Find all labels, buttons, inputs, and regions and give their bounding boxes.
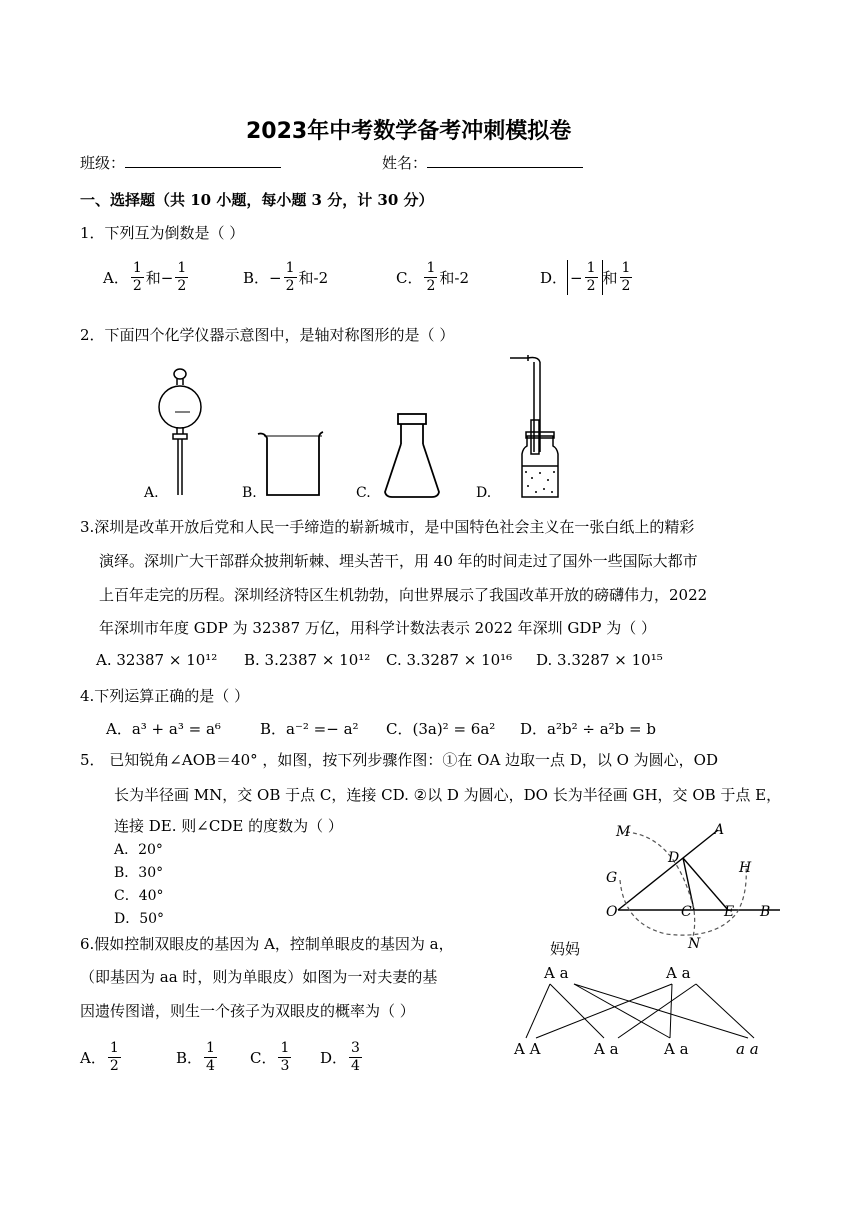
arc-gh (620, 864, 746, 935)
parent2-genes: A a (666, 964, 691, 982)
q1-b-frac (284, 260, 297, 295)
den: 2 (621, 278, 631, 294)
num: 1 (206, 1040, 215, 1056)
q6-option-c (250, 1040, 293, 1075)
q5-option-c: C．40° (114, 888, 164, 904)
q3-option-c: C. 3.3287 × 10¹⁶ (386, 651, 513, 669)
den: 2 (586, 278, 596, 294)
q6-a-label: A． (80, 1049, 106, 1067)
label-e: E (724, 904, 735, 920)
den: 2 (132, 278, 142, 294)
q6-d-frac (349, 1040, 362, 1075)
label-c: C (681, 904, 692, 920)
q1-a-frac1 (131, 260, 144, 295)
q6-a-frac (108, 1040, 121, 1075)
child-3: A a (664, 1040, 689, 1058)
q2-label-b: B. (242, 485, 257, 501)
q4-option-a: A．a³ + a³ = a⁶ (106, 720, 221, 738)
q4-option-b: B．a⁻² =− a² (260, 720, 359, 738)
num: 1 (426, 260, 436, 276)
q6-option-d (320, 1040, 364, 1075)
parent1-genes: A a (544, 964, 569, 982)
q1-c-neg2: -2 (454, 268, 470, 287)
class-blank (125, 166, 281, 168)
class-label: 班级： (80, 154, 126, 172)
num: 1 (280, 1040, 290, 1056)
page-title: 2023年中考数学备考冲刺模拟卷 (246, 119, 572, 144)
q3-line-4: 年深圳市年度 GDP 为 32387 万亿，用科学计数法表示 2022 年深圳 GDP 为（ ） (99, 619, 657, 637)
q2-label-a: A. (144, 485, 159, 501)
q1-option-b (243, 260, 328, 295)
q2-stem: 2．下面四个化学仪器示意图中，是轴对称图形的是（ ） (80, 326, 455, 344)
q5-option-a: A．20° (114, 842, 163, 858)
name-field (382, 152, 583, 173)
q1-a-he: 和 (145, 269, 161, 287)
num: 1 (621, 260, 631, 276)
den: 4 (351, 1058, 360, 1074)
q1-b-minus: − (269, 268, 282, 287)
q1-option-c (396, 260, 469, 295)
q6-c-label: C． (250, 1049, 277, 1067)
q1-d-label: D． (540, 269, 568, 287)
name-label: 姓名： (382, 154, 428, 172)
mom-label: 妈妈 (550, 940, 581, 958)
q6-d-label: D． (320, 1049, 348, 1067)
q3-option-a: A. 32387 × 10¹² (96, 651, 218, 669)
num: 1 (177, 260, 187, 276)
q6-b-label: B． (176, 1049, 203, 1067)
q3-line-2: 演绎。深圳广大干部群众披荆斩棘、埋头苦干，用 40 年的时间走过了国外一些国际大都市 (99, 552, 698, 570)
q5-line-2: 长为半径画 MN，交 OB 于点 C，连接 CD. ②以 D 为圆心，DO 长为半径画 GH，交 OB 于点 E， (114, 786, 782, 804)
label-g: G (606, 870, 618, 886)
q6-option-a (80, 1040, 123, 1075)
label-n: N (688, 936, 701, 952)
segment-de (683, 858, 728, 910)
num: 1 (285, 260, 295, 276)
q3-option-b: B. 3.2387 × 10¹² (244, 651, 371, 669)
q4-stem: 4.下列运算正确的是（ ） (80, 687, 250, 705)
q6-line-1: 6.假如控制双眼皮的基因为 A，控制单眼皮的基因为 a， (80, 935, 454, 953)
q1-d-he: 和 (602, 269, 618, 287)
q1-a-frac2 (175, 260, 188, 295)
q1-d-absolute (567, 260, 603, 295)
num: 1 (109, 1040, 119, 1056)
q5-line-3: 连接 DE. 则∠CDE 的度数为（ ） (114, 817, 343, 835)
q1-stem: 1．下列互为倒数是（ ） (80, 224, 245, 242)
segment-cd (683, 858, 694, 910)
inheritance-lines (526, 984, 754, 1038)
q1-d-frac2 (620, 260, 633, 295)
gas-bottle-icon (510, 355, 558, 497)
q6-option-b (176, 1040, 219, 1075)
q3-line-1: 3.深圳是改革开放后党和人民一手缔造的崭新城市，是中国特色社会主义在一张白纸上的精彩 (80, 518, 695, 536)
q3-line-3: 上百年走完的历程。深圳经济特区生机勃勃，向世界展示了我国改革开放的磅礴伟力，2022 (99, 586, 708, 604)
name-blank (427, 166, 583, 168)
q4-option-c: C．(3a)² = 6a² (386, 720, 496, 738)
q5-line-1: 5． 已知锐角∠AOB＝40° ，如图，按下列步骤作图：①在 OA 边取一点 D，以 O 为圆心，OD (80, 751, 719, 769)
q6-genetics-diagram (508, 934, 770, 1064)
label-b: B (760, 904, 771, 920)
q5-option-d: D．50° (114, 911, 165, 927)
child-2: A a (594, 1040, 619, 1058)
child-4: a a (736, 1040, 759, 1058)
q1-b-label: B． (243, 269, 270, 287)
label-h: H (739, 860, 752, 876)
q4-option-d: D．a²b² ÷ a²b = b (520, 720, 656, 738)
den: 2 (426, 278, 436, 294)
child-1: A A (514, 1040, 541, 1058)
q1-c-frac (424, 260, 437, 295)
conical-flask-icon (385, 414, 439, 497)
q6-b-frac (204, 1040, 217, 1075)
label-o: O (606, 904, 618, 920)
q2-label-d: D. (476, 485, 492, 501)
num: 1 (132, 260, 142, 276)
q1-option-d (540, 260, 634, 295)
beaker-icon (258, 432, 323, 495)
den: 2 (177, 278, 187, 294)
bottle-liquid (525, 471, 555, 493)
separatory-funnel-icon (159, 369, 201, 495)
q2-label-c: C. (356, 485, 371, 501)
q1-b-neg2: -2 (313, 268, 329, 287)
class-field (80, 152, 281, 173)
den: 3 (280, 1058, 290, 1074)
q6-c-frac (278, 1040, 291, 1075)
num: 1 (586, 260, 596, 276)
den: 2 (109, 1058, 119, 1074)
den: 2 (285, 278, 295, 294)
q1-a-label: A． (103, 269, 129, 287)
den: 4 (206, 1058, 215, 1074)
label-d: D (668, 850, 680, 866)
q3-option-d: D. 3.3287 × 10¹⁵ (536, 651, 663, 669)
label-m: M (616, 824, 631, 840)
num: 3 (351, 1040, 360, 1056)
q6-line-2: （即基因为 aa 时，则为单眼皮）如图为一对夫妻的基 (80, 968, 438, 986)
q1-c-label: C． (396, 269, 423, 287)
q1-d-frac1 (585, 260, 598, 295)
q6-line-3: 因遗传图谱，则生一个孩子为双眼皮的概率为（ ） (80, 1002, 415, 1020)
section-heading: 一、选择题（共 10 小题，每小题 3 分，计 30 分） (80, 191, 434, 209)
ray-oa (618, 830, 718, 910)
arc-mn (626, 832, 695, 940)
q1-b-he: 和 (298, 269, 314, 287)
q1-d-minus: − (570, 268, 583, 287)
q2-figure (130, 352, 570, 502)
label-a: A (714, 822, 725, 838)
q1-option-a (103, 260, 190, 295)
q1-c-he: 和 (439, 269, 455, 287)
q1-a-minus: − (160, 268, 174, 287)
q5-option-b: B．30° (114, 865, 164, 881)
